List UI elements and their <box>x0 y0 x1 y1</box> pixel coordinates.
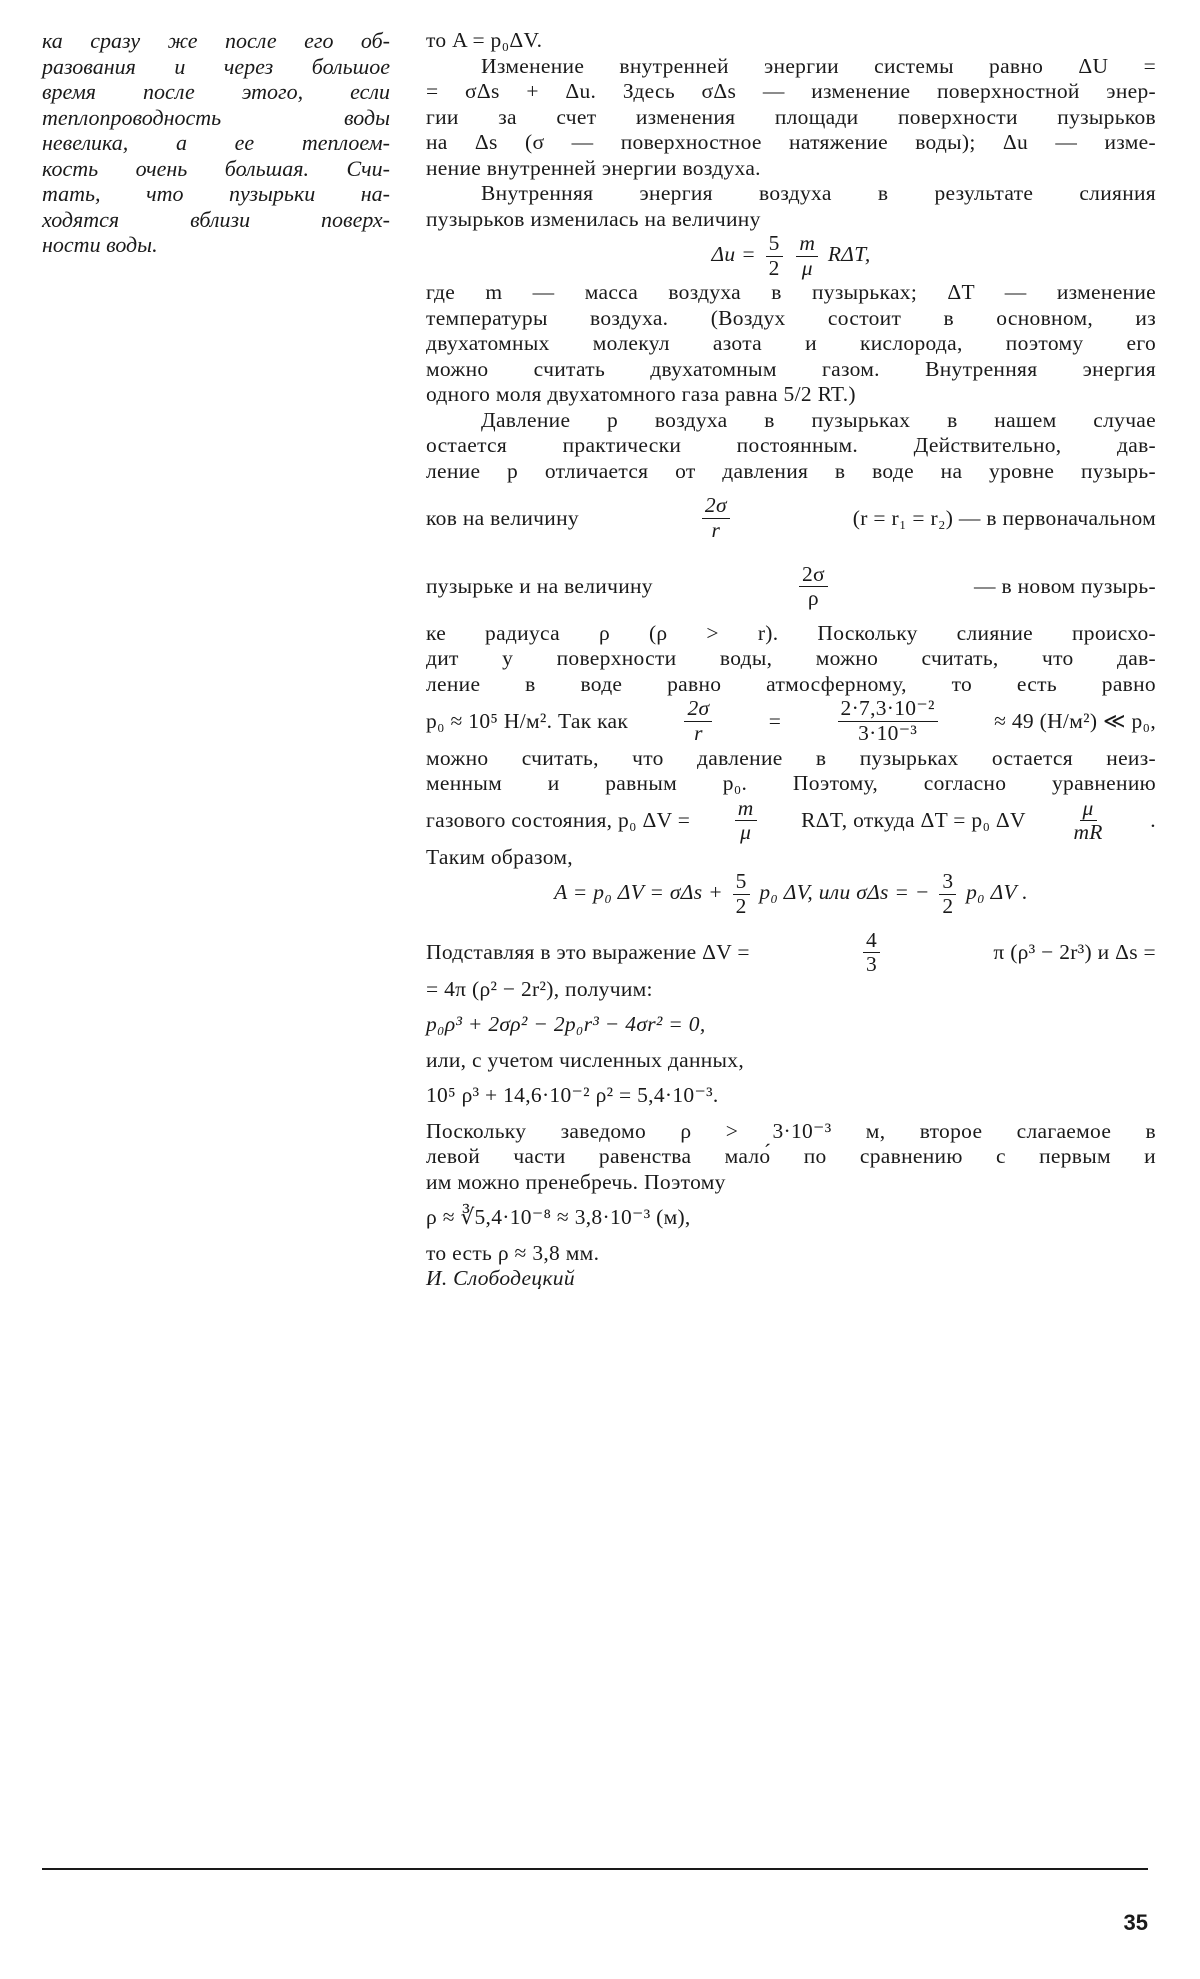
text-line: гии за счет изменения площади поверхности пузырьков <box>426 104 1156 129</box>
text-line: им можно пренебречь. Поэтому <box>426 1169 726 1194</box>
denominator: 2 <box>768 255 780 280</box>
text-line: нение внутренней энергии воздуха. <box>426 155 761 180</box>
numerator: 4 <box>863 929 880 954</box>
text-line: температуры воздуха. (Воздух состоит в основном, из <box>426 305 1156 330</box>
text-line: Внутренняя энергия воздуха в результате слияния <box>481 181 1156 205</box>
text-line: левой части равенства мало́ по сравнению с первым и <box>426 1144 1156 1169</box>
numerator: 2σ <box>684 697 712 722</box>
denominator: r <box>694 720 703 745</box>
author-signature: И. Слободецкий <box>426 1266 575 1291</box>
text-line: Изменение внутренней энергии системы равно ΔU = <box>481 53 1156 78</box>
sidebar-line: разования и через большое <box>42 53 390 79</box>
numerator: 3 <box>939 870 956 895</box>
numerator: m <box>735 797 757 822</box>
denominator: 3 <box>866 952 878 977</box>
text-part: = <box>768 708 782 733</box>
equation: ρ ≈ ∛5,4·10⁻⁸ ≈ 3,8·10⁻³ (м), <box>426 1205 691 1230</box>
equation: p₀ρ³ + 2σρ² − 2p₀r³ − 4σr² = 0, <box>426 1012 706 1037</box>
text-line: пузырьков изменилась на величину <box>426 206 761 231</box>
denominator: 3·10⁻³ <box>858 720 918 745</box>
numerator: 2σ <box>702 494 730 519</box>
sidebar-line: теплопроводность воды <box>42 104 390 130</box>
text-line: Поскольку заведомо ρ > 3·10⁻³ м, второе слагаемое в <box>426 1118 1156 1143</box>
eq-part: p₀ ΔV, или σΔs = − <box>759 880 930 905</box>
equation: 10⁵ ρ³ + 14,6·10⁻² ρ² = 5,4·10⁻³. <box>426 1083 719 1108</box>
numerator: m <box>796 232 818 257</box>
line-with-fraction <box>426 797 1156 845</box>
text-part: π (ρ³ − 2r³) и Δs = <box>993 940 1156 965</box>
text-line: = 4π (ρ² − 2r²), получим: <box>426 976 653 1001</box>
text-part: — в новом пузырь- <box>974 573 1156 598</box>
main-text <box>426 28 1156 1292</box>
sidebar-line: время после этого, если <box>42 79 390 104</box>
text-part: Подставляя в это выражение ΔV = <box>426 940 750 965</box>
sidebar-line: ходятся вблизи поверх- <box>42 206 390 232</box>
text-line: ление в воде равно атмосферному, то есть равно <box>426 671 1156 696</box>
text-part: (r = r₁ = r₂) — в первоначальном <box>852 505 1156 530</box>
text-part: газового состояния, p₀ ΔV = <box>426 808 691 833</box>
line-with-fraction <box>426 929 1156 977</box>
fraction <box>766 232 783 280</box>
text-line: двухатомных молекул азота и кислорода, поэтому его <box>426 331 1156 356</box>
text-line: одного моля двухатомного газа равна 5/2 RT.) <box>426 382 856 407</box>
text-part: пузырьке и на величину <box>426 573 653 598</box>
text-line: можно считать двухатомным газом. Внутренняя энергия <box>426 356 1156 381</box>
sidebar-line: невелика, а ее теплоем- <box>42 130 390 155</box>
denominator: r <box>711 517 721 542</box>
text-line: остается практически постоянным. Действительно, дав- <box>426 433 1156 458</box>
text-line: = σΔs + Δu. Здесь σΔs — изменение поверхностной энер- <box>426 79 1156 103</box>
text-line: Давление p воздуха в пузырьках в нашем случае <box>481 407 1156 432</box>
text-part: . <box>1150 808 1156 833</box>
text-line: на Δs (σ — поверхностное натяжение воды); Δu — изме- <box>426 130 1156 154</box>
eq-part: A = p₀ ΔV = σΔs + <box>554 880 723 905</box>
text-part: ≈ 49 (Н/м²) ≪ p₀, <box>994 708 1156 733</box>
footer-rule <box>42 1868 1148 1870</box>
equation-work <box>426 870 1156 918</box>
text-part: ков на величину <box>426 505 579 530</box>
fraction <box>838 697 938 745</box>
line-with-fraction <box>426 563 1156 611</box>
numerator: 5 <box>766 232 783 257</box>
text-line: ление p отличается от давления в воде на уровне пузырь- <box>426 458 1156 483</box>
fraction <box>735 797 757 845</box>
sidebar-line: ности воды. <box>42 232 158 257</box>
text-part: RΔT, откуда ΔT = p₀ ΔV <box>801 808 1026 833</box>
numerator: 2σ <box>799 563 828 588</box>
fraction <box>684 697 712 745</box>
numerator: 2·7,3·10⁻² <box>838 697 938 722</box>
sidebar-line: ка сразу же после его об- <box>42 28 390 53</box>
fraction <box>939 870 956 918</box>
denominator: ρ <box>807 586 819 611</box>
denominator: 2 <box>735 894 747 919</box>
text-part: p₀ ≈ 10⁵ Н/м². Так как <box>426 708 629 733</box>
denominator: μ <box>740 820 752 845</box>
fraction <box>1070 797 1105 845</box>
sidebar-line: тать, что пузырьки на- <box>42 181 390 206</box>
fraction <box>863 929 880 977</box>
text-line: то есть ρ ≈ 3,8 мм. <box>426 1240 600 1265</box>
numerator: 5 <box>733 870 750 895</box>
equation-du <box>426 232 1156 280</box>
text-line: дит у поверхности воды, можно считать, что дав- <box>426 646 1156 671</box>
line-with-fraction <box>426 697 1156 745</box>
text-line: ке радиуса ρ (ρ > r). Поскольку слияние происхо- <box>426 620 1156 645</box>
fraction <box>733 870 750 918</box>
fraction <box>796 232 818 280</box>
text-line: то A = p₀ΔV. <box>426 28 543 52</box>
text-line: где m — масса воздуха в пузырьках; ΔT — изменение <box>426 280 1156 305</box>
fraction <box>702 494 730 542</box>
text-line: Таким образом, <box>426 844 573 869</box>
eq-part: Δu = <box>711 242 756 267</box>
eq-part: RΔT, <box>827 242 871 267</box>
fraction <box>799 563 828 611</box>
text-line: или, с учетом численных данных, <box>426 1047 745 1072</box>
sidebar-text <box>42 28 390 258</box>
denominator: 2 <box>942 894 954 919</box>
denominator: μ <box>801 255 813 280</box>
line-with-fraction <box>426 494 1156 542</box>
text-line: менным и равным p₀. Поэтому, согласно уравнению <box>426 771 1156 796</box>
text-line: можно считать, что давление в пузырьках остается неиз- <box>426 745 1156 770</box>
denominator: mR <box>1073 820 1103 845</box>
eq-part: p₀ ΔV . <box>966 880 1028 905</box>
sidebar-line: кость очень большая. Счи- <box>42 155 390 181</box>
page-number: 35 <box>1123 1910 1148 1935</box>
numerator: μ <box>1080 797 1097 822</box>
